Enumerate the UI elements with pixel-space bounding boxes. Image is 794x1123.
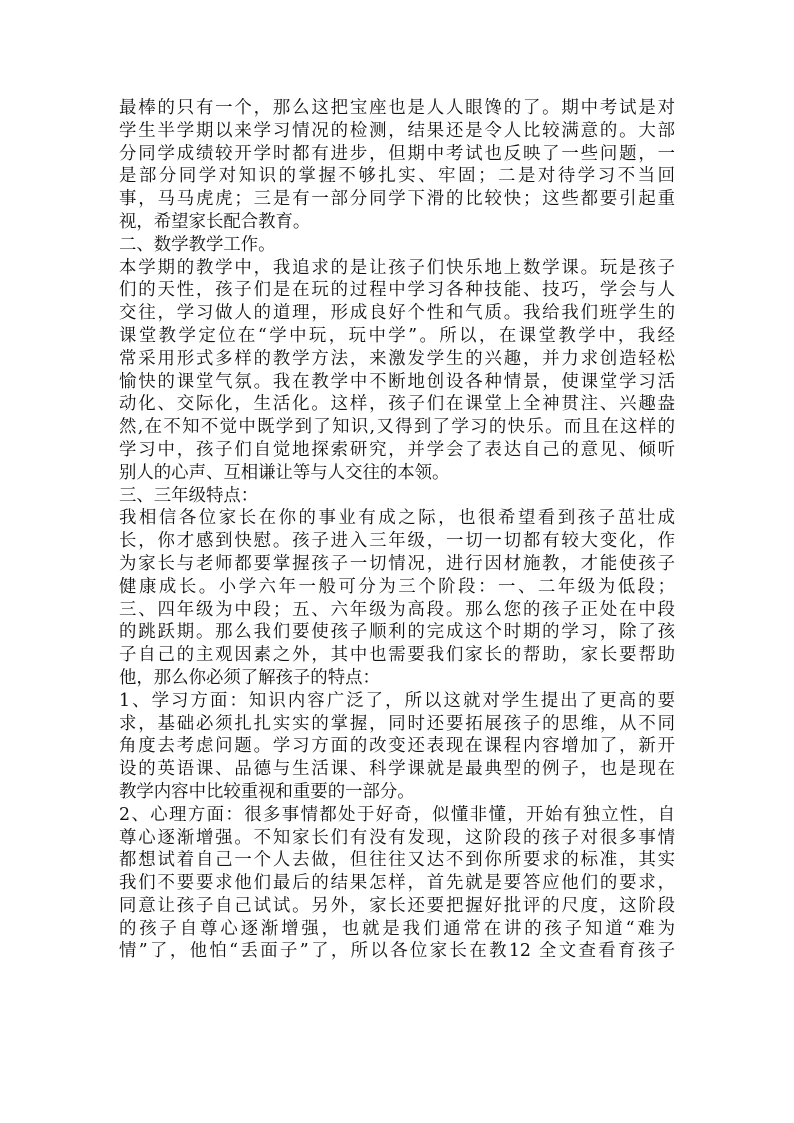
text-line: 愉快的课堂气氛。我在教学中不断地创设各种情景，使课堂学习活 [119,371,675,392]
text-line: 们的天性，孩子们是在玩的过程中学习各种技能、技巧，学会与人 [119,280,675,301]
text-line: 尊心逐渐增强。不知家长们有没有发现，这阶段的孩子对很多事情 [119,827,675,848]
text-line: 他，那么你必须了解孩子的特点： [119,667,380,688]
document-body [119,97,675,963]
text-line: 二、数学教学工作。 [119,234,276,255]
text-line: 子自己的主观因素之外，其中也需要我们家长的帮助，家长要帮助 [119,645,675,666]
text-line: 三、三年级特点： [119,485,259,506]
text-line: 2、心理方面：很多事情都处于好奇，似懂非懂，开始有独立性，自 [119,804,675,825]
text-line: 长，你才感到快慰。孩子进入三年级，一切一切都有较大变化，作 [119,531,675,552]
text-line: 最棒的只有一个，那么这把宝座也是人人眼馋的了。期中考试是对 [119,98,675,118]
text-line: 都想试着自己一个人去做，但往往又达不到你所要求的标准，其实 [119,850,675,871]
text-line: 我相信各位家长在你的事业有成之际，也很希望看到孩子茁壮成 [119,508,675,529]
text-line: 是部分同学对知识的掌握不够扎实、牢固；二是对待学习不当回 [119,166,675,187]
text-line: 我们不要要求他们最后的结果怎样，首先就是要答应他们的要求， [119,873,675,894]
text-line: 常采用形式多样的教学方法，来激发学生的兴趣，并力求创造轻松 [119,348,675,369]
text-line: 事，马马虎虎；三是有一部分同学下滑的比较快；这些都要引起重 [119,189,675,210]
text-line: 别人的心声、互相谦让等与人交往的本领。 [119,462,450,483]
text-line: 学生半学期以来学习情况的检测，结果还是令人比较满意的。大部 [119,120,675,141]
text-line: 的跳跃期。那么我们要使孩子顺利的完成这个时期的学习，除了孩 [119,622,675,643]
text-line: 本学期的教学中，我追求的是让孩子们快乐地上数学课。玩是孩子 [119,257,675,278]
text-line: 的孩子自尊心逐渐增强，也就是我们通常在讲的孩子知道“难为 [119,918,675,939]
text-line: 设的英语课、品德与生活课、科学课就是最典型的例子，也是现在 [119,759,675,780]
text-line: 情”了，他怕“丢面子”了，所以各位家长在教12 全文查看育孩子 [119,941,675,962]
text-line: 角度去考虑问题。学习方面的改变还表现在课程内容增加了，新开 [119,736,675,757]
text-line: 学习中，孩子们自觉地探索研究，并学会了表达自己的意见、倾听 [119,439,675,460]
text-line: 交往，学习做人的道理，形成良好个性和气质。我给我们班学生的 [119,303,675,324]
text-line: 求，基础必须扎扎实实的掌握，同时还要拓展孩子的思维，从不同 [119,713,675,734]
text-line: 课堂教学定位在“学中玩，玩中学”。所以，在课堂教学中，我经 [119,325,675,346]
text-line: 三、四年级为中段；五、六年级为高段。那么您的孩子正处在中段 [119,599,675,620]
text-line: 动化、交际化，生活化。这样，孩子们在课堂上全神贯注、兴趣盎 [119,394,675,415]
text-line: 分同学成绩较开学时都有进步，但期中考试也反映了一些问题，一 [119,143,675,164]
text-line: 视，希望家长配合教育。 [119,211,311,232]
text-line: 健康成长。小学六年一般可分为三个阶段：一、二年级为低段； [119,576,675,597]
text-line: 同意让孩子自己试试。另外，家长还要把握好批评的尺度，这阶段 [119,895,675,916]
text-line: 为家长与老师都要掌握孩子一切情况，进行因材施教，才能使孩子 [119,553,675,574]
text-line: 然,在不知不觉中既学到了知识,又得到了学习的快乐。而且在这样的 [119,417,675,438]
text-line: 教学内容中比较重视和重要的一部分。 [119,781,415,802]
text-line: 1、学习方面：知识内容广泛了，所以这就对学生提出了更高的要 [119,690,675,711]
